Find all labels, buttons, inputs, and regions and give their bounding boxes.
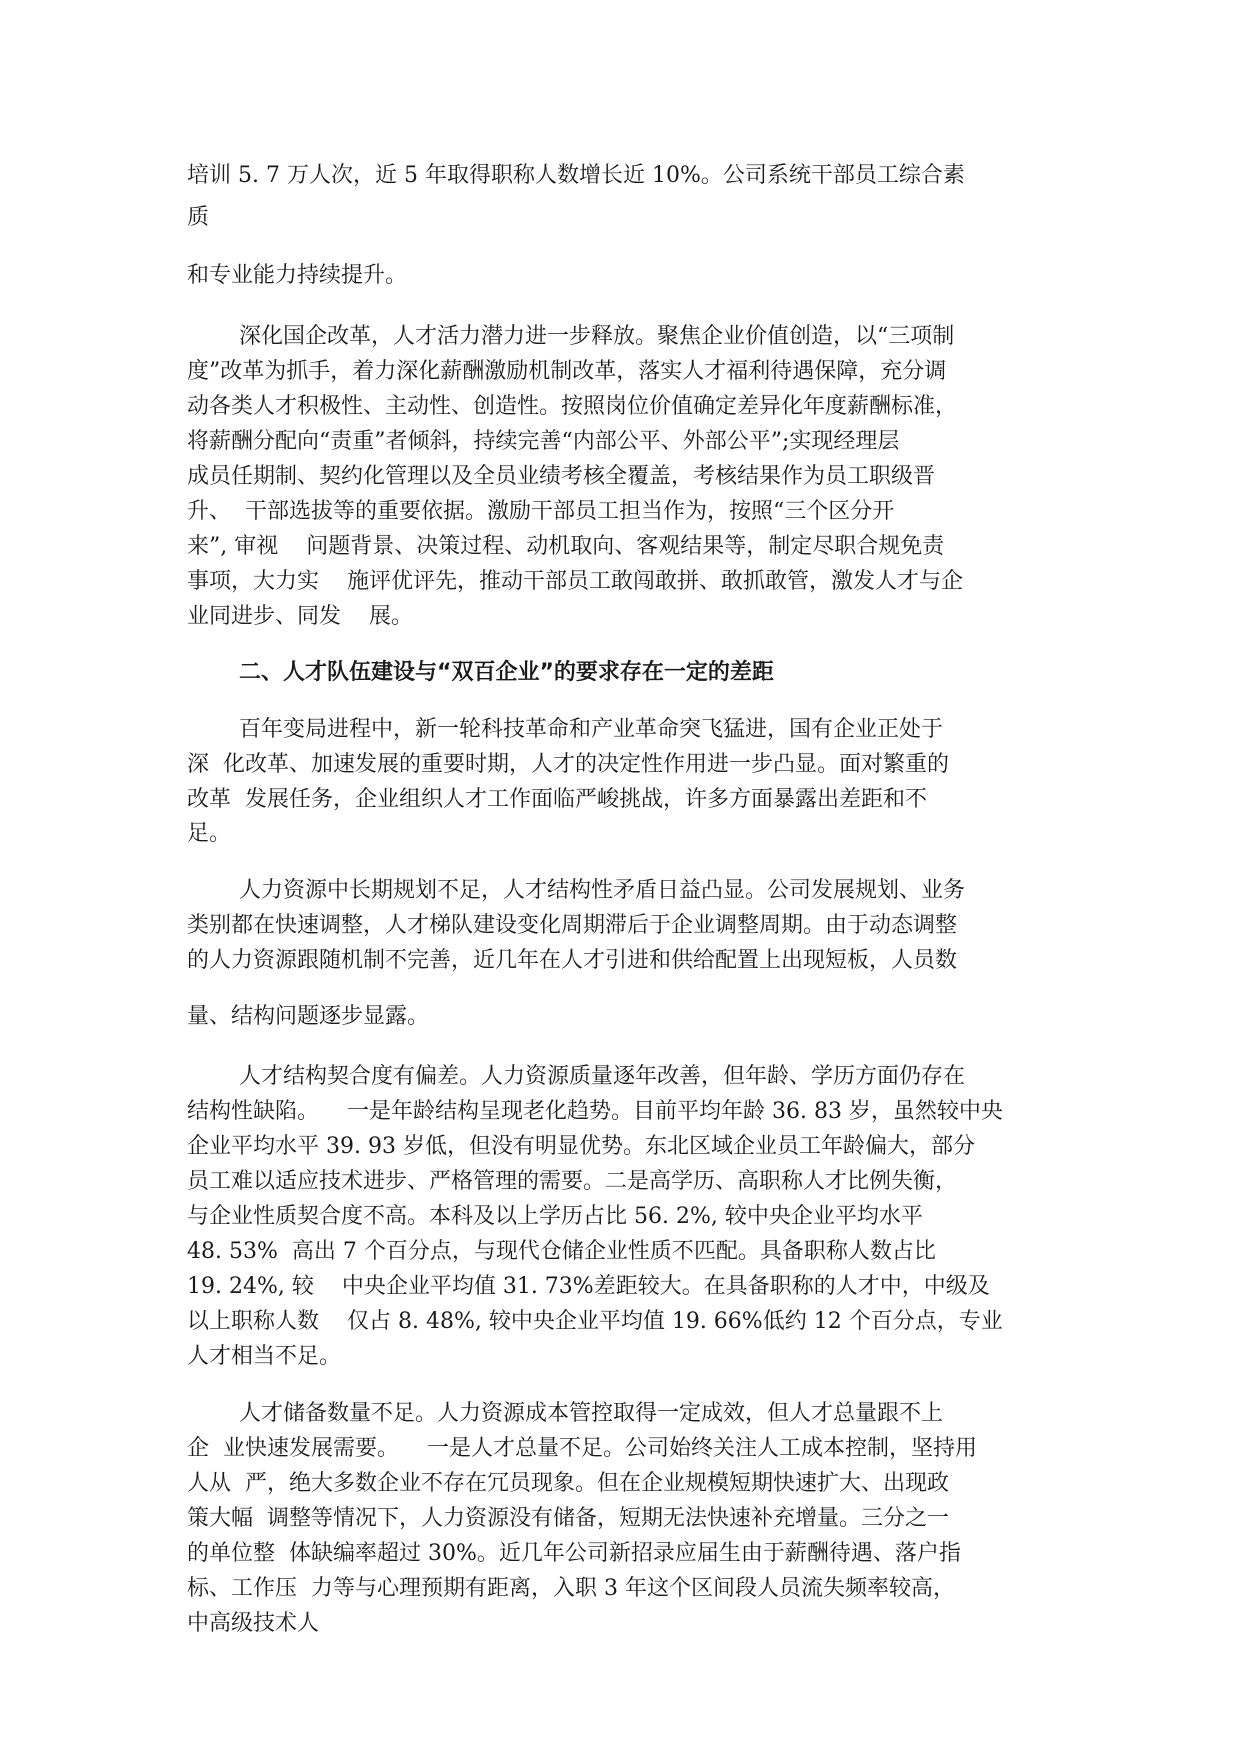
text-line: 中高级技术人 bbox=[187, 1611, 320, 1636]
text-line: 员工难以适应技术进步、严格管理的需要。二是高学历、高职称人才比例失衡， bbox=[187, 1169, 958, 1194]
text-line: 结构性缺陷。 一是年龄结构呈现老化趋势。目前平均年龄 36. 83 岁，虽然较中央 bbox=[187, 1099, 1003, 1124]
text-line: 以上职称人数 仅占 8. 48%, 较中央企业平均值 19. 66%低约 12 个百分点，专业 bbox=[187, 1309, 1003, 1334]
text-line: 质 bbox=[187, 205, 210, 230]
text-line: 升、 干部选拔等的重要依据。激励干部员工担当作为，按照“三个区分开 bbox=[187, 499, 895, 524]
section-heading: 二、人才队伍建设与“双百企业”的要求存在一定的差距 bbox=[239, 660, 774, 685]
text-line: 足。 bbox=[187, 821, 232, 846]
text-line: 深 化改革、加速发展的重要时期，人才的决定性作用进一步凸显。面对繁重的 bbox=[187, 752, 949, 777]
text-line: 量、结构问题逐步显露。 bbox=[187, 1004, 430, 1029]
text-line: 深化国企改革，人才活力潜力进一步释放。聚焦企业价值创造，以“三项制 bbox=[239, 324, 955, 349]
text-line: 类别都在快速调整，人才梯队建设变化周期滞后于企业调整周期。由于动态调整 bbox=[187, 913, 958, 938]
text-line: 策大幅 调整等情况下，人力资源没有储备，短期无法快速补充增量。三分之一 bbox=[187, 1506, 949, 1531]
text-line: 将薪酬分配向“责重”者倾斜，持续完善“内部公平、外部公平”;实现经理层 bbox=[187, 429, 900, 454]
text-line: 培训 5. 7 万人次，近 5 年取得职称人数增长近 10%。公司系统干部员工综合素 bbox=[187, 163, 965, 188]
text-line: 人才相当不足。 bbox=[187, 1344, 342, 1369]
text-line: 标、工作压 力等与心理预期有距离，入职 3 年这个区间段人员流失频率较高， bbox=[187, 1576, 955, 1601]
text-line: 百年变局进程中，新一轮科技革命和产业革命突飞猛进，国有企业正处于 bbox=[239, 717, 944, 742]
text-line: 成员任期制、契约化管理以及全员业绩考核全覆盖，考核结果作为员工职级晋 bbox=[187, 464, 936, 489]
text-line: 与企业性质契合度不高。本科及以上学历占比 56. 2%, 较中央企业平均水平 bbox=[187, 1204, 923, 1229]
text-line: 企业平均水平 39. 93 岁低，但没有明显优势。东北区域企业员工年龄偏大，部分 bbox=[187, 1134, 975, 1159]
text-line: 动各类人才积极性、主动性、创造性。按照岗位价值确定差异化年度薪酬标准， bbox=[187, 394, 958, 419]
text-line: 人才结构契合度有偏差。人力资源质量逐年改善，但年龄、学历方面仍存在 bbox=[239, 1064, 966, 1089]
text-line: 48. 53% 高出 7 个百分点，与现代仓储企业性质不匹配。具备职称人数占比 bbox=[187, 1239, 936, 1264]
text-line: 业同进步、同发 展。 bbox=[187, 604, 413, 629]
text-line: 来”, 审视 问题背景、决策过程、动机取向、客观结果等，制定尽职合规免责 bbox=[187, 534, 945, 559]
text-line: 事项，大力实 施评优评先，推动干部员工敢闯敢拼、敢抓敢管，激发人才与企 bbox=[187, 569, 963, 594]
text-line: 度”改革为抓手，着力深化薪酬激励机制改革，落实人才福利待遇保障，充分调 bbox=[187, 359, 947, 384]
text-line: 19. 24%, 较 中央企业平均值 31. 73%差距较大。在具备职称的人才中，中级及 bbox=[187, 1274, 990, 1299]
text-line: 改革 发展任务，企业组织人才工作面临严峻挑战，许多方面暴露出差距和不 bbox=[187, 787, 927, 812]
text-line: 人从 严，绝大多数企业不存在冗员现象。但在企业规模短期快速扩大、出现政 bbox=[187, 1471, 949, 1496]
text-line: 人才储备数量不足。人力资源成本管控取得一定成效，但人才总量跟不上 bbox=[239, 1401, 944, 1426]
text-line: 企 业快速发展需要。 一是人才总量不足。公司始终关注人工成本控制，坚持用 bbox=[187, 1436, 977, 1461]
text-line: 人力资源中长期规划不足，人才结构性矛盾日益凸显。公司发展规划、业务 bbox=[239, 878, 966, 903]
text-line: 的单位整 体缺编率超过 30%。近几年公司新招录应届生由于薪酬待遇、落户指 bbox=[187, 1541, 961, 1566]
text-line: 和专业能力持续提升。 bbox=[187, 263, 408, 288]
text-line: 的人力资源跟随机制不完善，近几年在人才引进和供给配置上出现短板，人员数 bbox=[187, 948, 958, 973]
